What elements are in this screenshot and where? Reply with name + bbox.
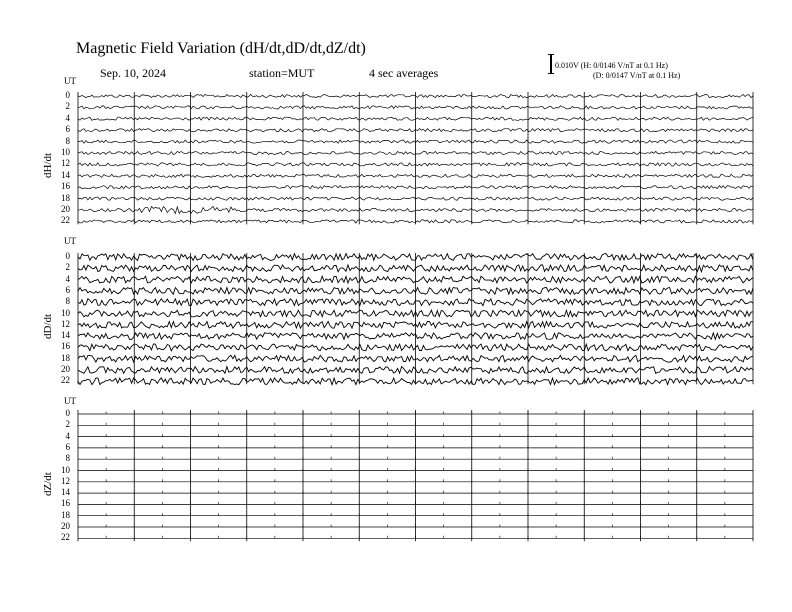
hour-label: 20 [61, 204, 70, 214]
hour-label: 16 [61, 181, 70, 192]
hour-label: 10 [61, 307, 70, 318]
hour-label: 18 [61, 192, 70, 203]
hour-label: 14 [61, 330, 70, 341]
hour-label: 10 [61, 464, 70, 475]
hour-label: 16 [61, 341, 70, 352]
hour-label: 2 [65, 262, 70, 273]
hour-label: 4 [65, 430, 70, 441]
ut-label: UT [64, 236, 76, 246]
hour-label: 8 [65, 453, 70, 464]
hour-label: 8 [65, 135, 70, 146]
panel-label: dD/dt [42, 313, 54, 339]
hour-label: 8 [65, 296, 70, 307]
panel-label: dH/dt [42, 153, 54, 179]
hour-label: 12 [61, 318, 70, 329]
hour-label: 18 [61, 509, 70, 520]
hour-label: 6 [65, 124, 70, 135]
averaging-label: 4 sec averages [369, 66, 439, 80]
hour-label: 10 [61, 147, 70, 157]
hour-label: 20 [61, 364, 70, 374]
hour-label: 0 [65, 408, 70, 418]
hour-label: 20 [61, 521, 70, 531]
hour-label: 2 [65, 101, 70, 112]
chart-title: Magnetic Field Variation (dH/dt,dD/dt,dZ/dt) [76, 40, 366, 57]
hour-label: 6 [65, 284, 70, 295]
panel-label: dZ/dt [42, 471, 54, 496]
hour-label: 4 [65, 273, 70, 284]
ut-label: UT [64, 76, 76, 86]
hour-label: 12 [61, 158, 70, 169]
station-label: station=MUT [249, 66, 315, 80]
hour-label: 6 [65, 441, 70, 452]
hour-label: 16 [61, 498, 70, 509]
hour-label: 14 [61, 169, 70, 180]
hour-label: 4 [65, 112, 70, 123]
hour-label: 22 [61, 375, 70, 386]
hour-label: 22 [61, 532, 70, 543]
hour-label: 0 [65, 251, 70, 261]
hour-label: 22 [61, 215, 70, 226]
hour-label: 12 [61, 475, 70, 486]
scale-bar-icon [548, 54, 554, 74]
scale-label: 0.010V (H: 0/0146 V/nT at 0.1 Hz) [555, 61, 668, 70]
hour-label: 2 [65, 419, 70, 430]
hour-label: 14 [61, 487, 70, 498]
ut-label: UT [64, 396, 76, 406]
hour-label: 0 [65, 90, 70, 100]
hour-label: 18 [61, 352, 70, 363]
scale-label-d: (D: 0/0147 V/nT at 0.1 Hz) [593, 71, 681, 80]
date-label: Sep. 10, 2024 [100, 66, 166, 80]
